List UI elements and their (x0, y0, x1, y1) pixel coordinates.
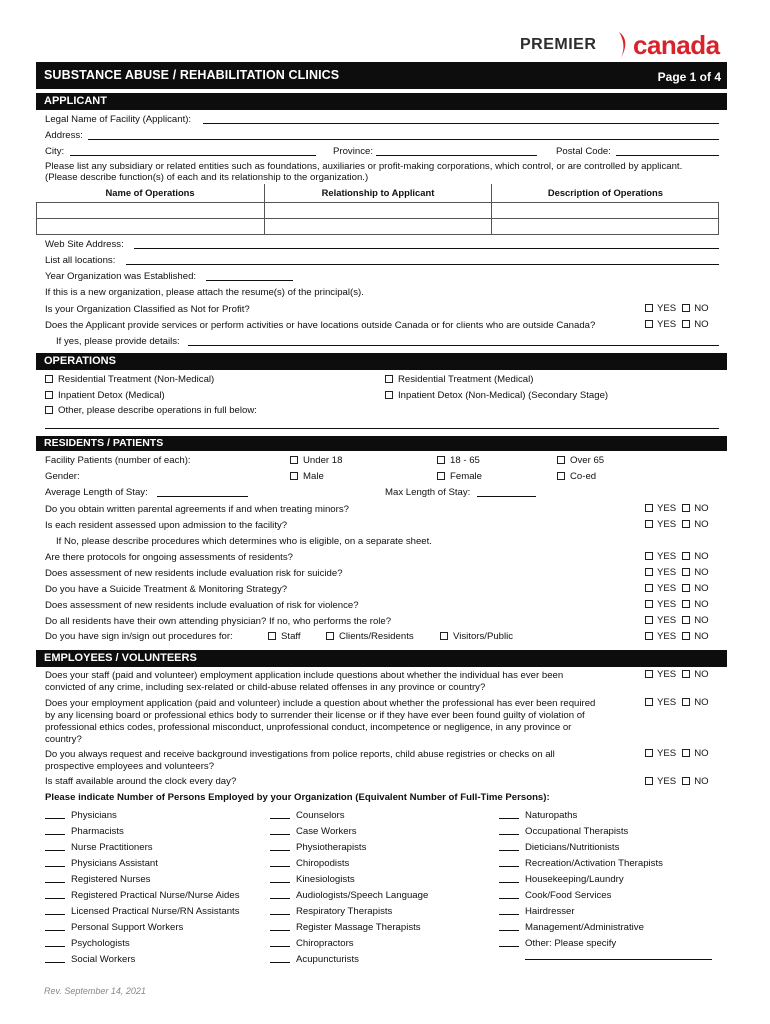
year-established-label: Year Organization was Established: (45, 271, 197, 282)
avg-stay-label: Average Length of Stay: (45, 487, 148, 498)
staff-type-label: Case Workers (296, 826, 357, 837)
no-label: NO (694, 631, 709, 642)
parental-agreement-question: Do you obtain written parental agreements if and when treating minors? (45, 504, 349, 515)
criminal-yes-no (645, 670, 709, 680)
yes-checkbox[interactable] (645, 698, 653, 706)
staff-count-row (499, 858, 663, 869)
outside-canada-yes-no (645, 320, 709, 330)
protocols-question: Are there protocols for ongoing assessments of residents? (45, 552, 293, 563)
staff-type-label: Management/Administrative (525, 922, 644, 933)
physician-yes-no (645, 616, 709, 626)
checkbox[interactable] (557, 456, 565, 464)
no-label: NO (694, 748, 709, 759)
yes-checkbox[interactable] (645, 584, 653, 592)
background-yes-no (645, 749, 709, 759)
count-field[interactable] (270, 826, 290, 835)
revision-date: Rev. September 14, 2021 (44, 986, 146, 996)
table-cell[interactable] (492, 202, 719, 218)
staff-type-label: Respiratory Therapists (296, 906, 393, 917)
subsidiary-note-sub: (Please describe function(s) of each and its relationship to the organization.) (45, 172, 369, 183)
staff-type-label: Licensed Practical Nurse/RN Assistants (71, 906, 240, 917)
violence-yes-no (645, 600, 709, 610)
no-label: NO (694, 551, 709, 562)
option-label: Clients/Residents (339, 631, 414, 642)
staff-type-label: Pharmacists (71, 826, 124, 837)
count-field[interactable] (270, 842, 290, 851)
option-label: Residential Treatment (Non-Medical) (58, 374, 215, 385)
logo-canada-text: canada (633, 30, 720, 60)
option-visitors (440, 632, 513, 642)
staff-count-row (45, 858, 158, 869)
option-label: Residential Treatment (Medical) (398, 374, 534, 385)
table-cell[interactable] (492, 218, 719, 234)
assessed-note: If No, please describe procedures which determines who is eligible, on a separate sheet. (56, 536, 432, 547)
count-field[interactable] (499, 874, 519, 883)
staff-count-row (270, 938, 354, 949)
table-cell[interactable] (37, 202, 265, 218)
no-label: NO (694, 669, 709, 680)
option-label: 18 - 65 (450, 455, 480, 466)
yes-label: YES (657, 669, 677, 680)
no-checkbox[interactable] (682, 304, 690, 312)
not-for-profit-yes-no (645, 304, 709, 314)
yes-label: YES (657, 319, 677, 330)
staff-count-row (270, 826, 357, 837)
no-checkbox[interactable] (682, 749, 690, 757)
province-field[interactable] (376, 155, 537, 156)
q-criminal-line-2: convicted of any crime, including sex-related or child-abuse related offenses in any province or country? (45, 682, 486, 693)
website-label: Web Site Address: (45, 239, 124, 250)
locations-label: List all locations: (45, 255, 116, 266)
staff-count-row (499, 922, 644, 933)
staff-type-label: Register Massage Therapists (296, 922, 421, 933)
option-coed (557, 472, 596, 482)
q-around-clock: Is staff available around the clock every day? (45, 776, 237, 787)
assessed-yes-no (645, 520, 709, 530)
no-label: NO (694, 776, 709, 787)
table-row (37, 218, 719, 234)
col-description: Description of Operations (492, 184, 719, 202)
staff-count-row (499, 842, 619, 853)
physician-question: Do all residents have their own attending physician? If no, who performs the role? (45, 616, 392, 627)
no-label: NO (694, 599, 709, 610)
option-male (290, 472, 324, 482)
outside-canada-question: Does the Applicant provide services or perform activities or have locations outside Canada or for clients who are outside Canada? (45, 320, 596, 331)
facility-patients-label: Facility Patients (number of each): (45, 455, 191, 466)
option-over-65 (557, 456, 604, 466)
staff-type-label: Dieticians/Nutritionists (525, 842, 620, 853)
checkbox[interactable] (326, 632, 334, 640)
yes-checkbox[interactable] (645, 504, 653, 512)
yes-checkbox[interactable] (645, 670, 653, 678)
suicide-strategy-yes-no (645, 584, 709, 594)
other-operations-field[interactable] (45, 428, 719, 429)
count-field[interactable] (499, 826, 519, 835)
q-license-line-1: Does your employment application (paid and volunteer) include a question about whether the professional has ever been required (45, 698, 596, 709)
no-label: NO (694, 503, 709, 514)
gender-label: Gender: (45, 471, 80, 482)
option-staff (268, 632, 301, 642)
website-field[interactable] (134, 248, 719, 249)
license-yes-no (645, 698, 709, 708)
staff-count-row (499, 810, 577, 821)
if-yes-field[interactable] (188, 345, 719, 346)
yes-checkbox[interactable] (645, 616, 653, 624)
count-field[interactable] (499, 906, 519, 915)
yes-label: YES (657, 551, 677, 562)
q-criminal-line-1: Does your staff (paid and volunteer) employment application include questions about whether the individual has ever been (45, 670, 564, 681)
staff-count-row (270, 842, 366, 853)
postal-code-label: Postal Code: (556, 146, 611, 157)
staff-count-row (499, 826, 628, 837)
no-checkbox[interactable] (682, 616, 690, 624)
address-field[interactable] (88, 139, 719, 140)
staff-type-label: Physicians Assistant (71, 858, 158, 869)
count-field[interactable] (45, 906, 65, 915)
yes-checkbox[interactable] (645, 749, 653, 757)
yes-checkbox[interactable] (645, 520, 653, 528)
no-label: NO (694, 697, 709, 708)
page-number: Page 1 of 4 (657, 70, 721, 84)
table-cell[interactable] (264, 202, 492, 218)
count-field[interactable] (270, 938, 290, 947)
checkbox[interactable] (437, 456, 445, 464)
no-checkbox[interactable] (682, 600, 690, 608)
yes-label: YES (657, 519, 677, 530)
employee-count-heading: Please indicate Number of Persons Employed by your Organization (Equivalent Number of Full-Time Persons): (45, 792, 550, 803)
city-field[interactable] (70, 155, 316, 156)
logo-swoosh-icon (616, 31, 630, 59)
yes-label: YES (657, 776, 677, 787)
province-label: Province: (333, 146, 373, 157)
staff-type-label: Hairdresser (525, 906, 575, 917)
count-field[interactable] (499, 810, 519, 819)
yes-label: YES (657, 303, 677, 314)
no-checkbox[interactable] (682, 632, 690, 640)
count-field[interactable] (45, 826, 65, 835)
count-field[interactable] (45, 890, 65, 899)
locations-field[interactable] (126, 264, 719, 265)
staff-count-row (45, 906, 240, 917)
section-applicant: APPLICANT (36, 93, 727, 110)
staff-type-label: Physiotherapists (296, 842, 367, 853)
no-checkbox[interactable] (682, 552, 690, 560)
checkbox[interactable] (385, 391, 393, 399)
count-field[interactable] (499, 858, 519, 867)
staff-type-label: Other: Please specify (525, 938, 617, 949)
option-label: Over 65 (570, 455, 605, 466)
no-label: NO (694, 583, 709, 594)
staff-count-row (499, 874, 624, 885)
section-operations: OPERATIONS (36, 353, 727, 370)
checkbox[interactable] (557, 472, 565, 480)
no-label: NO (694, 303, 709, 314)
checkbox[interactable] (268, 632, 276, 640)
yes-label: YES (657, 583, 677, 594)
checkbox[interactable] (45, 391, 53, 399)
count-field[interactable] (270, 810, 290, 819)
checkbox[interactable] (440, 632, 448, 640)
option-residential-nonmedical (45, 375, 214, 385)
yes-checkbox[interactable] (645, 600, 653, 608)
no-checkbox[interactable] (682, 520, 690, 528)
section-residents: RESIDENTS / PATIENTS (36, 436, 727, 451)
suicide-strategy-question: Do you have a Suicide Treatment & Monitoring Strategy? (45, 584, 288, 595)
yes-label: YES (657, 615, 677, 626)
yes-label: YES (657, 567, 677, 578)
yes-checkbox[interactable] (645, 304, 653, 312)
address-label: Address: (45, 130, 83, 141)
subsidiary-note: Please list any subsidiary or related entities such as foundations, auxiliaries or profit-making corporations, which control, or are controlled by applicant. (45, 161, 683, 172)
staff-count-row (45, 890, 240, 901)
legal-name-field[interactable] (203, 123, 719, 124)
suicide-eval-question: Does assessment of new residents include evaluation risk for suicide? (45, 568, 343, 579)
staff-count-row (45, 874, 150, 885)
q-license-line-2: by any licensing board or professional ethics body to surrender their license or if they have ever been found guilty of violation of (45, 710, 585, 721)
checkbox[interactable] (290, 472, 298, 480)
option-label: Inpatient Detox (Non-Medical) (Secondary Stage) (398, 390, 609, 401)
count-field[interactable] (270, 954, 290, 963)
no-checkbox[interactable] (682, 777, 690, 785)
title-bar (36, 62, 727, 89)
staff-count-row (499, 906, 575, 917)
count-field[interactable] (270, 890, 290, 899)
city-label: City: (45, 146, 65, 157)
protocols-yes-no (645, 552, 709, 562)
staff-type-label: Cook/Food Services (525, 890, 612, 901)
col-name-of-operations: Name of Operations (37, 184, 265, 202)
q-license-line-3: professional ethics codes, professional misconduct, unprofessional conduct, incompetence or negligence, in any province or (45, 722, 572, 733)
option-label: Under 18 (303, 455, 343, 466)
count-field[interactable] (270, 906, 290, 915)
if-yes-label: If yes, please provide details: (56, 336, 180, 347)
no-checkbox[interactable] (682, 670, 690, 678)
parental-agreement-yes-no (645, 504, 709, 514)
section-employees: EMPLOYEES / VOLUNTEERS (36, 650, 727, 667)
no-checkbox[interactable] (682, 698, 690, 706)
form-title: SUBSTANCE ABUSE / REHABILITATION CLINICS (44, 68, 340, 82)
related-entities-table (36, 184, 719, 235)
yes-label: YES (657, 631, 677, 642)
no-checkbox[interactable] (682, 504, 690, 512)
max-stay-field[interactable] (477, 496, 536, 497)
staff-type-label: Chiropractors (296, 938, 354, 949)
staff-type-label: Counselors (296, 810, 345, 821)
staff-type-label: Occupational Therapists (525, 826, 629, 837)
no-checkbox[interactable] (682, 320, 690, 328)
staff-count-row (270, 922, 421, 933)
no-label: NO (694, 519, 709, 530)
assessed-question: Is each resident assessed upon admission to the facility? (45, 520, 288, 531)
option-label: Visitors/Public (453, 631, 514, 642)
around-clock-yes-no (645, 777, 709, 787)
max-stay-label: Max Length of Stay: (385, 487, 471, 498)
staff-count-row (270, 954, 359, 965)
staff-count-row (270, 810, 345, 821)
checkbox[interactable] (45, 375, 53, 383)
count-field[interactable] (499, 938, 519, 947)
table-cell[interactable] (37, 218, 265, 234)
option-label: Inpatient Detox (Medical) (58, 390, 165, 401)
option-label: Male (303, 471, 324, 482)
col-relationship: Relationship to Applicant (264, 184, 492, 202)
q-background-line-2: prospective employees and volunteers? (45, 761, 215, 772)
count-field[interactable] (45, 922, 65, 931)
count-field[interactable] (45, 842, 65, 851)
q-license-line-4: country? (45, 734, 82, 745)
signin-yes-no (645, 632, 709, 642)
staff-type-label: Naturopaths (525, 810, 578, 821)
count-field[interactable] (45, 938, 65, 947)
suicide-eval-yes-no (645, 568, 709, 578)
staff-count-row (270, 890, 428, 901)
staff-count-row (499, 938, 616, 949)
yes-checkbox[interactable] (645, 632, 653, 640)
count-field[interactable] (45, 810, 65, 819)
yes-label: YES (657, 697, 677, 708)
count-field[interactable] (45, 954, 65, 963)
signin-question: Do you have sign in/sign out procedures for: (45, 631, 233, 642)
table-row (37, 202, 719, 218)
option-clients (326, 632, 414, 642)
not-for-profit-question: Is your Organization Classified as Not for Profit? (45, 304, 250, 315)
new-org-note: If this is a new organization, please attach the resume(s) of the principal(s). (45, 287, 364, 298)
checkbox[interactable] (437, 472, 445, 480)
yes-label: YES (657, 748, 677, 759)
staff-count-row (270, 858, 349, 869)
postal-code-field[interactable] (616, 155, 719, 156)
checkbox[interactable] (385, 375, 393, 383)
staff-type-label: Acupuncturists (296, 954, 359, 965)
table-cell[interactable] (264, 218, 492, 234)
staff-type-label: Audiologists/Speech Language (296, 890, 429, 901)
option-label: Co-ed (570, 471, 597, 482)
option-female (437, 472, 482, 482)
option-label: Female (450, 471, 482, 482)
no-label: NO (694, 615, 709, 626)
no-label: NO (694, 319, 709, 330)
count-field[interactable] (270, 858, 290, 867)
option-label: Staff (281, 631, 301, 642)
premier-canada-logo (520, 30, 725, 60)
staff-type-label: Physicians (71, 810, 117, 821)
staff-type-label: Housekeeping/Laundry (525, 874, 624, 885)
staff-type-label: Nurse Practitioners (71, 842, 153, 853)
staff-type-label: Registered Nurses (71, 874, 151, 885)
staff-count-row (270, 906, 392, 917)
staff-count-row (45, 954, 135, 965)
logo-premier-text: PREMIER (520, 36, 597, 53)
staff-count-row (45, 826, 124, 837)
option-inpatient-detox-medical (45, 391, 165, 401)
option-residential-medical (385, 375, 533, 385)
count-field[interactable] (45, 874, 65, 883)
option-inpatient-detox-nonmedical (385, 391, 608, 401)
other-specify-field[interactable] (525, 959, 712, 960)
yes-checkbox[interactable] (645, 320, 653, 328)
q-background-line-1: Do you always request and receive background investigations from police reports, child abuse registries or checks on all (45, 749, 555, 760)
option-18-65 (437, 456, 480, 466)
staff-type-label: Psychologists (71, 938, 130, 949)
staff-count-row (45, 810, 117, 821)
yes-label: YES (657, 503, 677, 514)
staff-type-label: Kinesiologists (296, 874, 355, 885)
violence-question: Does assessment of new residents include evaluation of risk for violence? (45, 600, 359, 611)
staff-type-label: Chiropodists (296, 858, 350, 869)
count-field[interactable] (499, 842, 519, 851)
staff-count-row (270, 874, 355, 885)
staff-type-label: Social Workers (71, 954, 136, 965)
no-label: NO (694, 567, 709, 578)
staff-type-label: Registered Practical Nurse/Nurse Aides (71, 890, 240, 901)
option-under-18 (290, 456, 342, 466)
legal-name-label: Legal Name of Facility (Applicant): (45, 114, 192, 125)
yes-checkbox[interactable] (645, 568, 653, 576)
yes-checkbox[interactable] (645, 552, 653, 560)
no-checkbox[interactable] (682, 568, 690, 576)
staff-count-row (45, 842, 153, 853)
checkbox[interactable] (45, 406, 53, 414)
staff-count-row (45, 922, 183, 933)
checkbox[interactable] (290, 456, 298, 464)
count-field[interactable] (270, 922, 290, 931)
staff-type-label: Personal Support Workers (71, 922, 184, 933)
option-label: Other, please describe operations in full below: (58, 405, 257, 416)
count-field[interactable] (499, 922, 519, 931)
yes-label: YES (657, 599, 677, 610)
staff-count-row (499, 890, 611, 901)
count-field[interactable] (270, 874, 290, 883)
yes-checkbox[interactable] (645, 777, 653, 785)
year-established-field[interactable] (206, 280, 293, 281)
staff-count-row (45, 938, 130, 949)
count-field[interactable] (499, 890, 519, 899)
option-other (45, 406, 257, 416)
avg-stay-field[interactable] (157, 496, 248, 497)
staff-type-label: Recreation/Activation Therapists (525, 858, 663, 869)
no-checkbox[interactable] (682, 584, 690, 592)
count-field[interactable] (45, 858, 65, 867)
